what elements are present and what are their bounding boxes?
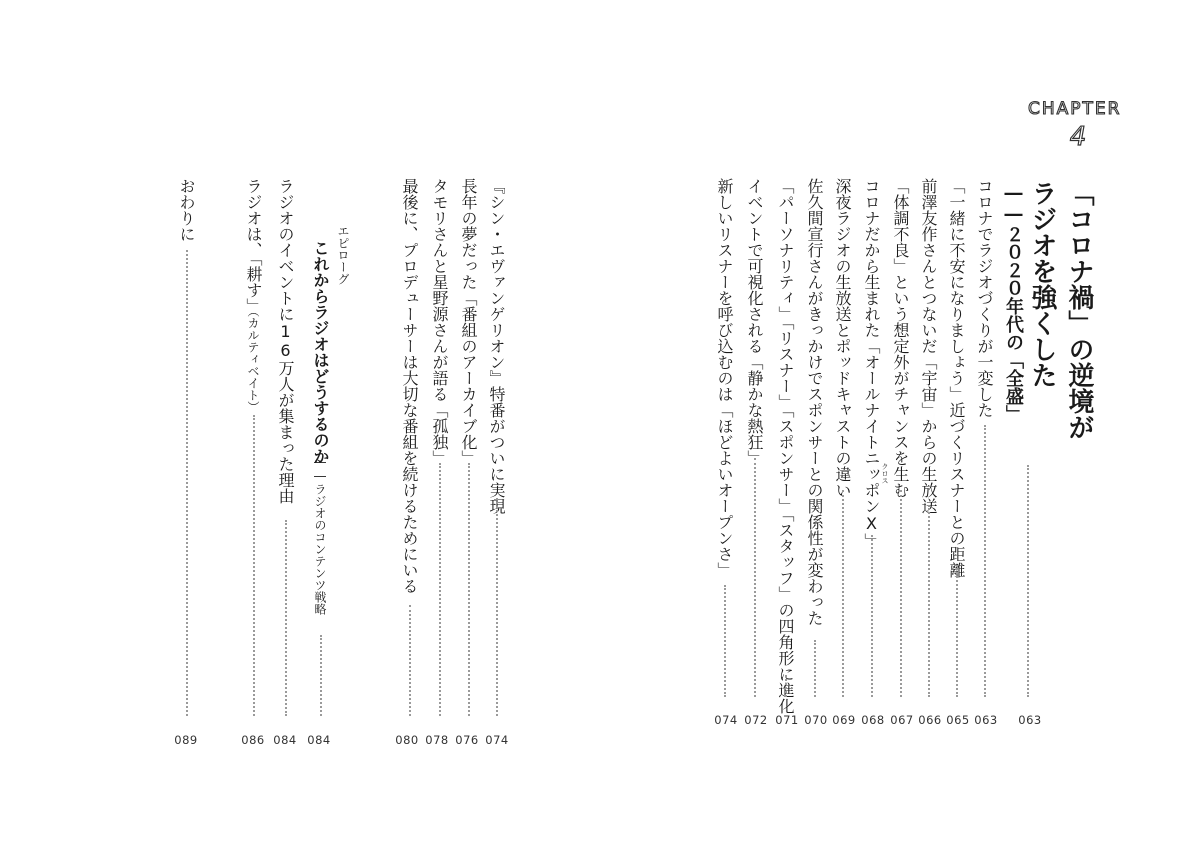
toc-entry: タモリさんと星野源さんが語る「孤独」 (430, 178, 449, 466)
toc-entry: ラジオのイベントに16万人が集まった理由 (276, 178, 295, 504)
toc-entry: 「体調不良」という想定外がチャンスを生む (891, 178, 910, 498)
leader-dots (285, 520, 287, 716)
leader-dots (785, 675, 787, 697)
page-number: 068 (861, 713, 885, 727)
chapter-title-line2: ラジオを強くした (1027, 180, 1057, 388)
epilogue-title: これからラジオはどうするのか (311, 240, 330, 464)
toc-entry: 『シン・エヴァンゲリオン』特番がついに実現 (487, 178, 506, 514)
page-number: 069 (832, 713, 856, 727)
toc-entry: イベントで可視化される「静かな熱狂」 (745, 178, 764, 466)
toc-entry: 最後に、プロデューサーは大切な番組を続けるためにいる (400, 178, 419, 594)
leader-dots (468, 463, 470, 716)
leader-dots (956, 565, 958, 697)
page-number: 070 (804, 713, 828, 727)
leader-dots (724, 585, 726, 697)
leader-dots (496, 498, 498, 716)
page-number: 076 (455, 733, 479, 747)
leader-dots (320, 635, 322, 716)
page-number: 063 (1018, 713, 1042, 727)
epilogue-subtitle: ――ラジオのコンテンツ戦略 (313, 455, 327, 615)
leader-dots (1027, 465, 1029, 697)
leader-dots (253, 415, 255, 716)
leader-dots (871, 535, 873, 697)
page-number: 074 (485, 733, 509, 747)
leader-dots (900, 490, 902, 697)
page-number: 084 (273, 733, 297, 747)
toc-entry: コロナでラジオづくりが一変した (975, 178, 994, 418)
epilogue-label: エピローグ (336, 225, 350, 285)
page-number: 065 (946, 713, 970, 727)
chapter-label: CHAPTER (1028, 99, 1122, 119)
toc-entry: 深夜ラジオの生放送とポッドキャストの違い (833, 178, 852, 498)
leader-dots (409, 605, 411, 716)
toc-entry: コロナだから生まれた「オールナイトニッポンX」 (862, 178, 881, 549)
afterword-entry: おわりに (177, 178, 196, 242)
page-number: 084 (307, 733, 331, 747)
toc-entry: 「一緒に不安になりましょう」近づくリスナーとの距離 (947, 178, 966, 578)
leader-dots (754, 458, 756, 697)
toc-entry: ラジオは、「耕す」 (244, 178, 263, 314)
leader-dots (439, 463, 441, 716)
page-number: 066 (918, 713, 942, 727)
chapter-subtitle: ――２０２０年代の「全盛」 (1003, 183, 1024, 423)
chapter-number: 4 (1067, 122, 1089, 152)
toc-entry: 佐久間宣行さんがきっかけでスポンサーとの関係性が変わった (805, 178, 824, 626)
ruby-text: クロス (881, 463, 889, 484)
page-number: 086 (241, 733, 265, 747)
page-number: 063 (974, 713, 998, 727)
page-number: 078 (425, 733, 449, 747)
page-number: 071 (775, 713, 799, 727)
page-number: 072 (744, 713, 768, 727)
page-number: 074 (714, 713, 738, 727)
leader-dots (186, 250, 188, 716)
chapter-title-line1: 「コロナ禍」の逆境が (1064, 180, 1094, 440)
toc-entry: 新しいリスナーを呼び込むのは「ほどよいオープンさ」 (715, 178, 734, 578)
leader-dots (928, 505, 930, 697)
toc-entry: 長年の夢だった「番組のアーカイブ化」 (459, 178, 478, 466)
toc-entry: 「パーソナリティ」「リスナー」「スポンサー」「スタッフ」の四角形に進化 (776, 178, 795, 714)
leader-dots (984, 425, 986, 697)
toc-entry: 前澤友作さんとつないだ「宇宙」からの生放送 (919, 178, 938, 514)
page-number: 089 (174, 733, 198, 747)
page-number: 080 (395, 733, 419, 747)
leader-dots (842, 490, 844, 697)
toc-entry-tail: （カルティベイト） (246, 305, 260, 413)
page-number: 067 (890, 713, 914, 727)
leader-dots (814, 640, 816, 697)
